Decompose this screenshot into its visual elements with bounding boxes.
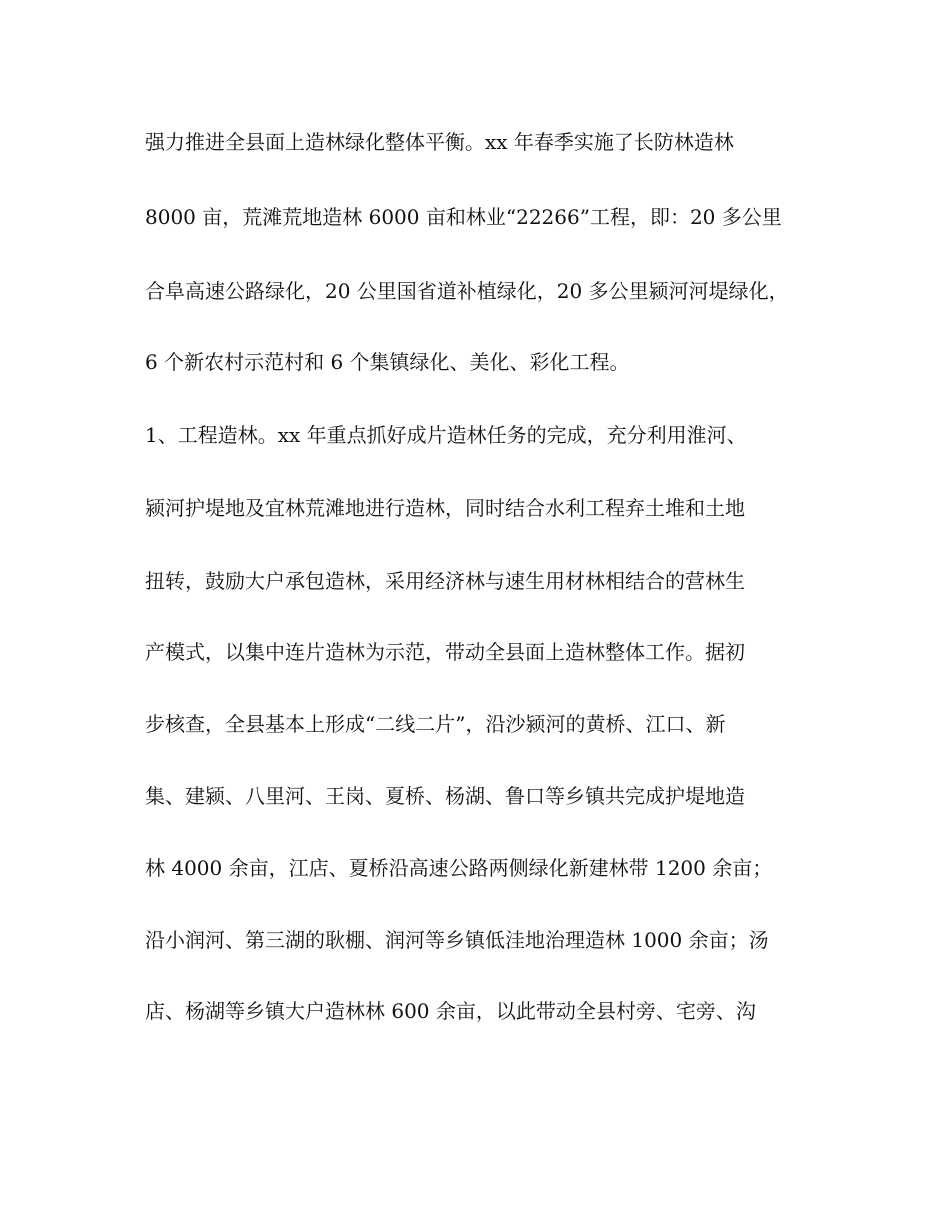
text-line-13: 店、杨湖等乡镇大户造林林 600 余亩，以此带动全县村旁、宅旁、沟 xyxy=(145,999,756,1023)
text-line-8: 产模式，以集中连片造林为示范，带动全县面上造林整体工作。据初 xyxy=(145,640,745,664)
text-line-9: 步核查，全县基本上形成“二线二片”，沿沙颍河的黄桥、江口、新 xyxy=(145,712,726,736)
text-line-11: 林 4000 余亩，江店、夏桥沿高速公路两侧绿化新建林带 1200 余亩； xyxy=(145,856,773,880)
text-line-4: 6 个新农村示范村和 6 个集镇绿化、美化、彩化工程。 xyxy=(145,350,630,374)
text-line-10: 集、建颍、八里河、王岗、夏桥、杨湖、鲁口等乡镇共完成护堤地造 xyxy=(145,784,745,808)
text-line-5: 1、工程造林。xx 年重点抓好成片造林任务的完成，充分利用淮河、 xyxy=(145,423,747,447)
text-line-1: 强力推进全县面上造林绿化整体平衡。xx 年春季实施了长防林造林 xyxy=(145,130,734,154)
text-line-2: 8000 亩，荒滩荒地造林 6000 亩和林业“22266”工程，即：20 多公里 xyxy=(145,205,782,229)
text-line-7: 扭转，鼓励大户承包造林，采用经济林与速生用材林相结合的营林生 xyxy=(145,569,745,593)
text-line-6: 颍河护堤地及宜林荒滩地进行造林，同时结合水利工程弃土堆和土地 xyxy=(145,496,745,520)
text-line-12: 沿小润河、第三湖的耿棚、润河等乡镇低洼地治理造林 1000 余亩；汤 xyxy=(145,928,769,952)
text-line-3: 合阜高速公路绿化，20 公里国省道补植绿化，20 多公里颍河河堤绿化， xyxy=(145,279,789,303)
